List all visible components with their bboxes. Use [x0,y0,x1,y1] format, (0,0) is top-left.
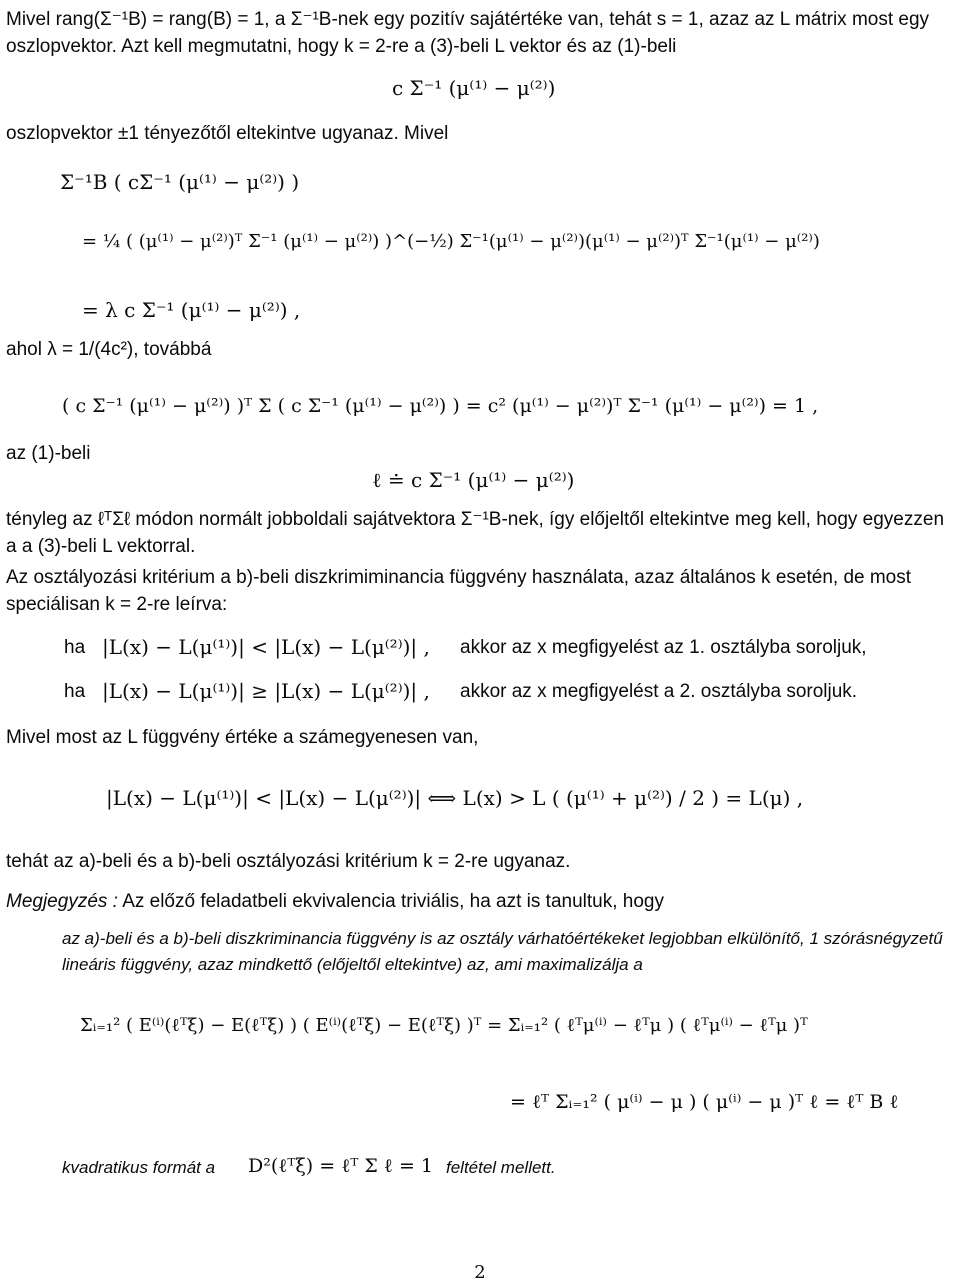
final-variance-constraint: D²(ℓᵀξ) = ℓᵀ Σ ℓ = 1 [248,1155,433,1177]
equation-c-mu: c Σ⁻¹ (μ⁽¹⁾ − μ⁽²⁾) [392,76,556,100]
equation-eigen-line1: Σ⁻¹B ( cΣ⁻¹ (μ⁽¹⁾ − μ⁽²⁾) ) [60,170,300,194]
equation-eigen-line2: = ¼ ( (μ⁽¹⁾ − μ⁽²⁾)ᵀ Σ⁻¹ (μ⁽¹⁾ − μ⁽²⁾) )^(−½) Σ⁻¹(μ⁽¹⁾ − μ⁽²⁾)(μ⁽¹⁾ − μ⁽²⁾)ᵀ Σ⁻¹(μ⁽¹⁾ − μ⁽²⁾) [82,231,820,252]
paragraph-eigenvector: tényleg az ℓᵀΣℓ módon normált jobboldali sajátvektora Σ⁻¹B-nek, így előjeltől eltekintve meg kell, hogy egyezzen a a (3)-beli L vektorral. [6,509,945,557]
rule2-inequality: |L(x) − L(μ⁽¹⁾)| ≥ |L(x) − L(μ⁽²⁾)| , [102,679,430,703]
rule-class-2 [64,678,954,705]
paragraph-criterion: Az osztályozási kritérium a b)-beli diszkrimiminancia függvény használata, azaz általános k esetén, de most speciálisan k = 2-re leírva: [6,567,912,615]
note-text: Az előző feladatbeli ekvivalencia triviális, ha azt is tanultuk, hogy [122,891,664,912]
note-label: Megjegyzés : [6,891,118,912]
equation-between-class-line1: Σᵢ₌₁² ( E⁽ⁱ⁾(ℓᵀξ) − E(ℓᵀξ) ) ( E⁽ⁱ⁾(ℓᵀξ) − E(ℓᵀξ) )ᵀ = Σᵢ₌₁² ( ℓᵀμ⁽ⁱ⁾ − ℓᵀμ ) ( ℓᵀμ⁽ⁱ⁾ − ℓᵀμ )ᵀ [80,1015,808,1036]
page-number: 2 [474,1262,486,1283]
rule1-conclusion: akkor az x megfigyelést az 1. osztályba soroljuk, [460,637,867,658]
equation-equivalence: |L(x) − L(μ⁽¹⁾)| < |L(x) − L(μ⁽²⁾)| ⟺ L(x) > L ( (μ⁽¹⁾ + μ⁽²⁾) / 2 ) = L(μ) , [106,786,804,810]
paragraph-oszlopvektor: oszlopvektor ±1 tényezőtől eltekintve ugyanaz. Mivel [6,123,449,144]
note-italic-statement: az a)-beli és a b)-beli diszkriminancia függvény is az osztály várhatóértékeket legjobban elkülönítő, 1 szórásnégyzetű lineáris függvény, azaz mindkettő (előjeltől eltekintve) az, ami maximalizálja a [62,929,943,974]
equation-eigen-line3: = λ c Σ⁻¹ (μ⁽¹⁾ − μ⁽²⁾) , [82,298,301,322]
final-italic-2: feltétel mellett. [446,1158,556,1177]
equation-normalization: ( c Σ⁻¹ (μ⁽¹⁾ − μ⁽²⁾) )ᵀ Σ ( c Σ⁻¹ (μ⁽¹⁾ − μ⁽²⁾) ) = c² (μ⁽¹⁾ − μ⁽²⁾)ᵀ Σ⁻¹ (μ⁽¹⁾ − μ⁽²⁾) = 1 , [62,395,819,417]
final-condition [62,1154,954,1181]
paragraph-number-line: Mivel most az L függvény értéke a számegyenesen van, [6,727,479,748]
rule2-conclusion: akkor az x megfigyelést a 2. osztályba soroljuk. [460,681,858,702]
final-italic-1: kvadratikus formát a [62,1158,216,1177]
rule-class-1 [64,634,954,661]
text-az-1-beli: az (1)-beli [6,443,91,464]
note-paragraph [6,888,954,915]
rule1-ha: ha [64,637,86,658]
equation-ell-definition: ℓ ≐ c Σ⁻¹ (μ⁽¹⁾ − μ⁽²⁾) [372,468,575,492]
rule1-inequality: |L(x) − L(μ⁽¹⁾)| < |L(x) − L(μ⁽²⁾)| , [102,635,430,659]
equation-between-class-line2: = ℓᵀ Σᵢ₌₁² ( μ⁽ⁱ⁾ − μ ) ( μ⁽ⁱ⁾ − μ )ᵀ ℓ = ℓᵀ B ℓ [510,1091,899,1113]
rule2-ha: ha [64,681,86,702]
paragraph-conclusion: tehát az a)-beli és a b)-beli osztályozási kritérium k = 2-re ugyanaz. [6,851,571,872]
paragraph-intro: Mivel rang(Σ⁻¹B) = rang(B) = 1, a Σ⁻¹B-nek egy pozitív sajátértéke van, tehát s = 1, azaz az L mátrix most egy oszlopvektor. Azt kell megmutatni, hogy k = 2-re a (3)-beli L vektor és az (1)-beli [6,9,930,57]
text-ahol-lambda: ahol λ = 1/(4c²), továbbá [6,339,212,360]
